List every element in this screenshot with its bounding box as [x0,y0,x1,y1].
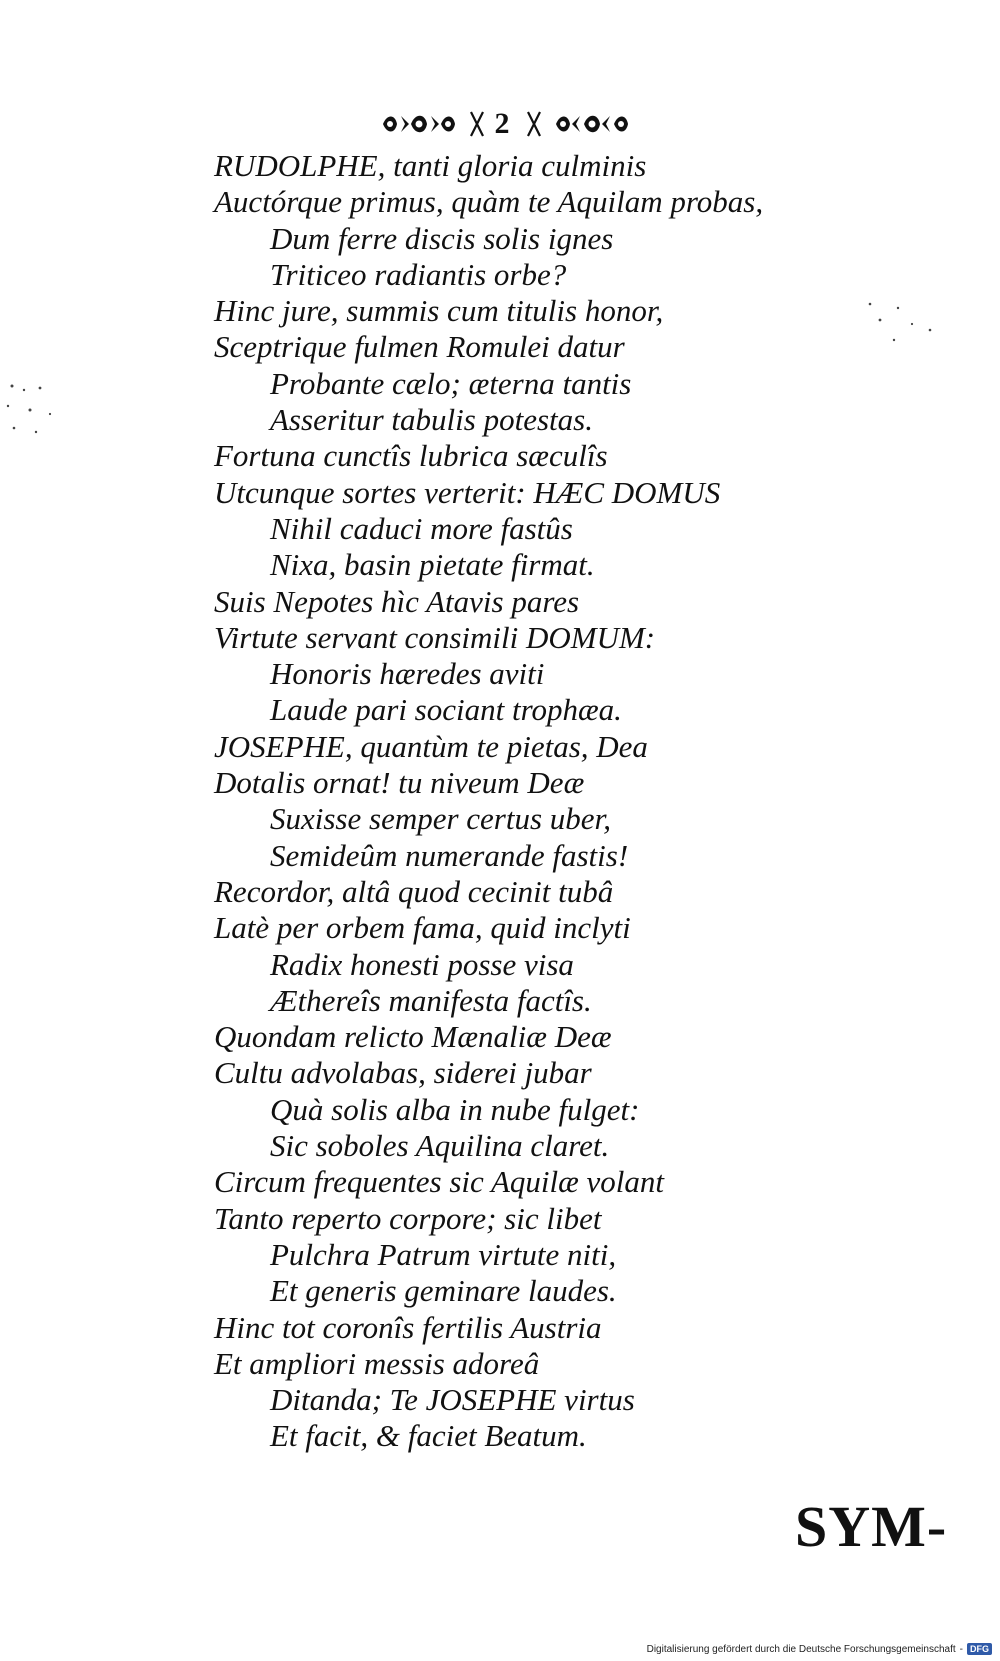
poem-line: Nixa, basin pietate firmat. [270,547,595,583]
poem-line: Virtute servant consimili DOMUM: [214,619,656,655]
poem-line: RUDOLPHE, tanti gloria culminis [214,148,647,183]
poem-line: Honoris hæredes aviti [270,656,545,692]
ornament-right-icon [552,110,632,138]
poem-line: Sic soboles Aquilina claret. [270,1128,610,1164]
margin-speckle-right [850,300,950,350]
poem-line: Æthereîs manifesta factîs. [270,982,592,1018]
poem-line: Triticeo radiantis orbe? [270,256,567,292]
poem-line: Semideûm numerande fastis! [270,837,629,873]
digitization-footer: Digitalisierung gefördert durch die Deutsche Forschungsgemeinschaft - DFG [647,1643,992,1655]
poem-line: Recordor, altâ quod cecinit tubâ [214,873,614,909]
poem-line: Ditanda; Te JOSEPHE virtus [270,1382,635,1418]
poem-line: Auctórque primus, quàm te Aquilam probas, [214,184,764,220]
poem-line: Cultu advolabas, siderei jubar [214,1055,592,1091]
poem-line: Quondam relicto Mænaliæ Deæ [214,1019,612,1055]
poem-line: Quà solis alba in nube fulget: [270,1091,640,1127]
poem-line: Dum ferre discis solis ignes [270,220,614,256]
poem-line: JOSEPHE, quantùm te pietas, Dea [214,728,648,764]
footer-credit: Digitalisierung gefördert durch die Deutsche Forschungsgemeinschaft [646,1643,956,1655]
poem-line: Sceptrique fulmen Romulei datur [214,329,625,365]
poem-line: Radix honesti posse visa [270,946,574,982]
poem-line: Probante cælo; æterna tantis [270,365,632,401]
dfg-logo: DFG [967,1643,992,1655]
x-mark-right-icon [526,109,542,139]
poem-line: Utcunque sortes verterit: HÆC DOMUS [214,474,721,510]
poem-line: Laude pari sociant trophæa. [270,692,622,728]
x-mark-left-icon [469,109,485,139]
poem-line: Suis Nepotes hìc Atavis pares [214,583,580,619]
poem-line: Pulchra Patrum virtute niti, [270,1236,617,1272]
margin-speckle-left [0,380,70,440]
poem-line: Hinc tot coronîs fertilis Austria [214,1309,602,1345]
poem-line: Tanto reperto corpore; sic libet [214,1200,602,1236]
poem-text [214,148,894,1455]
poem-line: Circum frequentes sic Aquilæ volant [214,1164,665,1200]
page-number: 2 [494,107,516,140]
catchword: SYM- [795,1494,948,1559]
poem-line: Et facit, & faciet Beatum. [270,1418,587,1454]
poem-line: Fortuna cunctîs lubrica sæculîs [214,438,608,474]
poem-line: Latè per orbem fama, quid inclyti [214,910,631,946]
poem-line: Et ampliori messis adoreâ [214,1345,540,1381]
poem-line: Et generis geminare laudes. [270,1273,617,1309]
page-header [355,104,655,144]
poem-line: Suxisse semper certus uber, [270,801,611,837]
poem-line: Dotalis ornat! tu niveum Deæ [214,765,585,801]
poem-line: Hinc jure, summis cum titulis honor, [214,293,664,329]
poem-line: Asseritur tabulis potestas. [270,402,593,438]
ornament-left-icon [379,110,459,138]
poem-line: Nihil caduci more fastûs [270,510,573,546]
